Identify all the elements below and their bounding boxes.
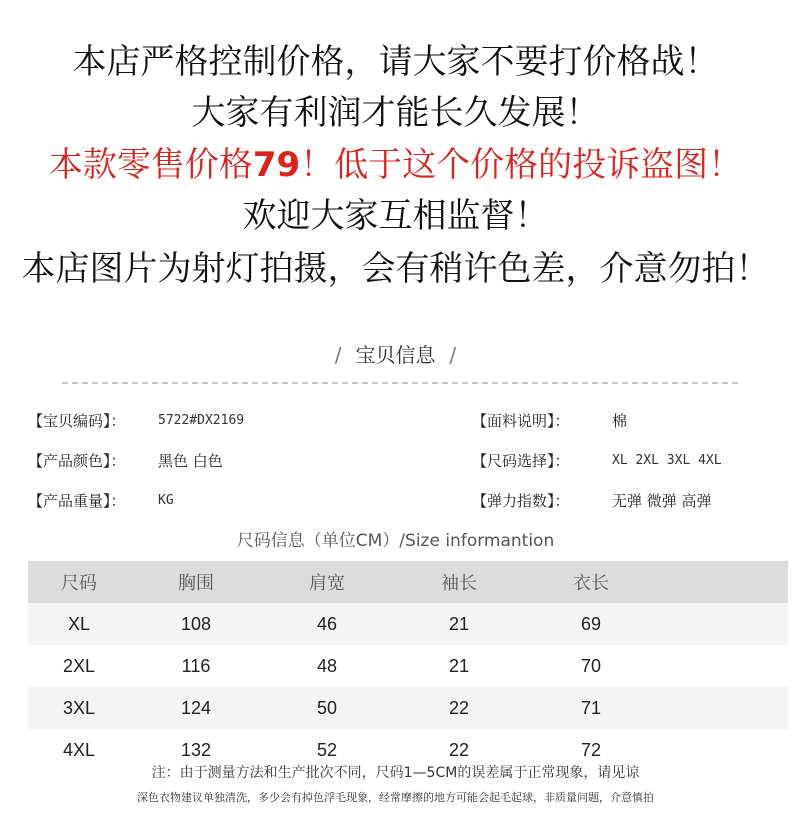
table-row xyxy=(28,603,788,645)
measurement-note: 注：由于测量方法和生产批次不同，尺码1—5CM的误差属于正常现象，请见谅 xyxy=(151,765,640,781)
info-fabric xyxy=(472,410,628,432)
cell-chest: 116 xyxy=(181,655,211,676)
info-size-value: XL 2XL 3XL 4XL xyxy=(612,453,722,468)
table-row xyxy=(28,687,788,729)
header-chest: 胸围 xyxy=(130,561,262,603)
cell-chest: 132 xyxy=(180,739,212,760)
info-fabric-label: 【面料说明】： xyxy=(472,412,570,430)
info-color xyxy=(28,450,223,472)
cell-length: 71 xyxy=(580,697,602,718)
cell-empty xyxy=(656,645,788,687)
header-empty xyxy=(656,561,788,603)
info-code-value: 5722#DX2169 xyxy=(158,413,245,428)
notice-line-3 xyxy=(0,145,791,185)
header-sleeve: 袖长 xyxy=(392,561,526,603)
size-table-title: 尺码信息（单位CM）/Size informantion xyxy=(236,531,555,551)
notice-line-4: 欢迎大家互相监督！ xyxy=(242,196,549,236)
info-size xyxy=(472,450,722,472)
cell-sleeve: 21 xyxy=(448,655,470,676)
cell-chest: 124 xyxy=(180,697,212,718)
table-row xyxy=(28,645,788,687)
info-weight xyxy=(28,490,174,512)
info-elastic xyxy=(472,490,712,512)
title-slash-right: / xyxy=(449,343,457,367)
notice-price-prefix: 本款零售价格 xyxy=(48,145,253,185)
info-elastic-label: 【弹力指数】： xyxy=(472,492,570,510)
notice-line-2: 大家有利润才能长久发展！ xyxy=(191,93,600,133)
header-length: 衣长 xyxy=(526,561,656,603)
cell-size: XL xyxy=(67,613,91,634)
info-color-label: 【产品颜色】： xyxy=(28,452,126,470)
care-note: 深色衣物建议单独清洗，多少会有掉色浮毛现象，经常摩擦的地方可能会起毛起球，非质量问题，介意慎拍 xyxy=(137,791,654,804)
header-size: 尺码 xyxy=(28,561,130,603)
info-code xyxy=(28,410,245,432)
section-title-text: 宝贝信息 xyxy=(355,343,436,367)
section-title-product-info xyxy=(0,340,791,370)
size-table-header xyxy=(28,561,788,603)
notice-line-1: 本店严格控制价格，请大家不要打价格战！ xyxy=(72,42,719,82)
title-slash-left: / xyxy=(334,343,342,367)
info-elastic-value: 无弹 微弹 高弹 xyxy=(612,492,712,510)
cell-sleeve: 22 xyxy=(448,739,470,760)
cell-size: 3XL xyxy=(62,697,96,718)
cell-sleeve: 21 xyxy=(448,613,470,634)
section-divider xyxy=(62,382,738,384)
cell-shoulder: 52 xyxy=(316,739,338,760)
info-code-label: 【宝贝编码】： xyxy=(28,412,126,430)
cell-empty xyxy=(656,687,788,729)
cell-length: 72 xyxy=(580,739,602,760)
cell-shoulder: 50 xyxy=(316,697,338,718)
size-table xyxy=(28,561,788,771)
info-weight-label: 【产品重量】： xyxy=(28,492,126,510)
info-color-value: 黑色 白色 xyxy=(158,452,223,470)
cell-shoulder: 48 xyxy=(316,655,338,676)
cell-chest: 108 xyxy=(180,613,212,634)
notice-price-suffix: ！低于这个价格的投诉盗图！ xyxy=(300,145,743,185)
notice-line-5: 本店图片为射灯拍摄，会有稍许色差，介意勿拍！ xyxy=(21,249,770,289)
retail-price: 79 xyxy=(252,145,301,185)
cell-length: 69 xyxy=(580,613,602,634)
cell-size: 2XL xyxy=(62,655,96,676)
info-weight-value: KG xyxy=(158,493,174,508)
cell-sleeve: 22 xyxy=(448,697,470,718)
header-shoulder: 肩宽 xyxy=(262,561,392,603)
cell-length: 70 xyxy=(580,655,602,676)
info-size-label: 【尺码选择】： xyxy=(472,452,570,470)
info-fabric-value: 棉 xyxy=(612,412,628,430)
cell-empty xyxy=(656,603,788,645)
cell-size: 4XL xyxy=(62,739,96,760)
cell-shoulder: 46 xyxy=(316,613,338,634)
